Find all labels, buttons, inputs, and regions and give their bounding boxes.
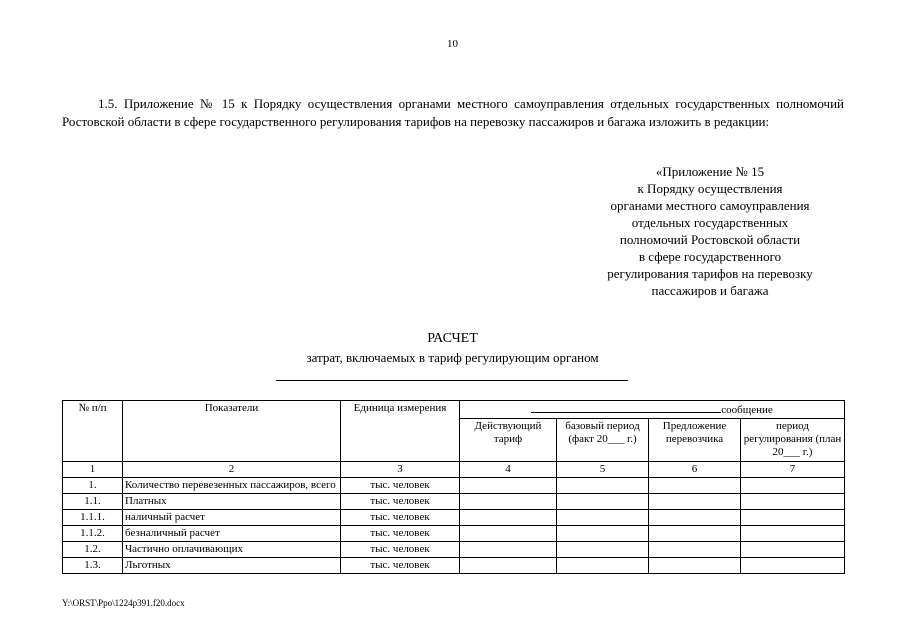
value-cell[interactable] <box>557 478 649 494</box>
value-cell[interactable] <box>460 526 557 542</box>
column-number: 2 <box>123 462 341 478</box>
row-unit: тыс. человек <box>341 494 460 510</box>
table-row <box>63 510 845 526</box>
column-number: 4 <box>460 462 557 478</box>
row-unit: тыс. человек <box>341 510 460 526</box>
value-cell[interactable] <box>741 558 845 574</box>
row-num: 1. <box>63 478 123 494</box>
header-base-period: базовый период (факт 20___ г.) <box>557 419 649 462</box>
appendix-line: пассажиров и багажа <box>651 283 769 298</box>
row-num: 1.1. <box>63 494 123 510</box>
row-unit: тыс. человек <box>341 526 460 542</box>
header-group <box>460 401 845 419</box>
row-unit: тыс. человек <box>341 542 460 558</box>
value-cell[interactable] <box>557 558 649 574</box>
value-cell[interactable] <box>557 526 649 542</box>
appendix-line: органами местного самоуправления <box>610 198 810 213</box>
appendix-line: к Порядку осуществления <box>637 181 783 196</box>
column-number-row <box>63 462 845 478</box>
appendix-line: отдельных государственных <box>631 215 789 230</box>
row-num: 1.3. <box>63 558 123 574</box>
header-num: № п/п <box>63 401 123 462</box>
calculation-title: РАСЧЕТ <box>427 331 478 346</box>
value-cell[interactable] <box>649 558 741 574</box>
calculation-subtitle: затрат, включаемых в тариф регулирующим органом <box>306 350 599 365</box>
header-unit: Единица измерения <box>341 401 460 462</box>
value-cell[interactable] <box>741 542 845 558</box>
table-row <box>63 542 845 558</box>
value-cell[interactable] <box>649 478 741 494</box>
column-number: 5 <box>557 462 649 478</box>
header-carrier-proposal: Предложение перевозчика <box>649 419 741 462</box>
row-unit: тыс. человек <box>341 478 460 494</box>
row-name: Количество перевезенных пассажиров, всего <box>123 478 341 494</box>
table-header-row <box>63 401 845 419</box>
row-name: наличный расчет <box>123 510 341 526</box>
row-num: 1.1.2. <box>63 526 123 542</box>
column-number: 6 <box>649 462 741 478</box>
value-cell[interactable] <box>649 494 741 510</box>
amendment-paragraph: 1.5. Приложение № 15 к Порядку осуществления органами местного самоуправления отдельных государственных полномочий Ростовской области в сфере государственного регулирования тарифов на перевозку пассажиров и багажа изложить в редакции: <box>62 96 844 129</box>
row-name: Льготных <box>123 558 341 574</box>
value-cell[interactable] <box>557 494 649 510</box>
row-name: Частично оплачивающих <box>123 542 341 558</box>
appendix-heading <box>560 163 860 299</box>
appendix-line: «Приложение № 15 <box>655 164 765 179</box>
header-current-tariff: Действующий тариф <box>460 419 557 462</box>
blank-fill-line <box>531 402 721 413</box>
appendix-line: полномочий Ростовской области <box>619 232 801 247</box>
value-cell[interactable] <box>741 510 845 526</box>
value-cell[interactable] <box>460 478 557 494</box>
table-row <box>63 494 845 510</box>
column-number: 1 <box>63 462 123 478</box>
value-cell[interactable] <box>460 558 557 574</box>
value-cell[interactable] <box>649 542 741 558</box>
value-cell[interactable] <box>741 526 845 542</box>
value-cell[interactable] <box>557 510 649 526</box>
column-number: 3 <box>341 462 460 478</box>
value-cell[interactable] <box>741 478 845 494</box>
cost-table <box>62 400 845 574</box>
document-file-path: Y:\ORST\Ppo\1224p391.f20.docx <box>62 598 185 608</box>
value-cell[interactable] <box>649 526 741 542</box>
header-regulation-period: период регулирования (план 20___ г.) <box>741 419 845 462</box>
appendix-line: в сфере государственного <box>638 249 782 264</box>
row-num: 1.1.1. <box>63 510 123 526</box>
row-name: Платных <box>123 494 341 510</box>
column-number: 7 <box>741 462 845 478</box>
header-indicators: Показатели <box>123 401 341 462</box>
subtitle-fill-line <box>276 380 628 381</box>
value-cell[interactable] <box>460 510 557 526</box>
table-row <box>63 558 845 574</box>
value-cell[interactable] <box>649 510 741 526</box>
row-unit: тыс. человек <box>341 558 460 574</box>
row-num: 1.2. <box>63 542 123 558</box>
table-row <box>63 478 845 494</box>
value-cell[interactable] <box>460 542 557 558</box>
value-cell[interactable] <box>741 494 845 510</box>
table-row <box>63 526 845 542</box>
page-number: 10 <box>447 38 458 50</box>
value-cell[interactable] <box>557 542 649 558</box>
header-group-suffix: сообщение <box>721 404 773 416</box>
appendix-line: регулирования тарифов на перевозку <box>607 266 813 281</box>
row-name: безналичный расчет <box>123 526 341 542</box>
value-cell[interactable] <box>460 494 557 510</box>
